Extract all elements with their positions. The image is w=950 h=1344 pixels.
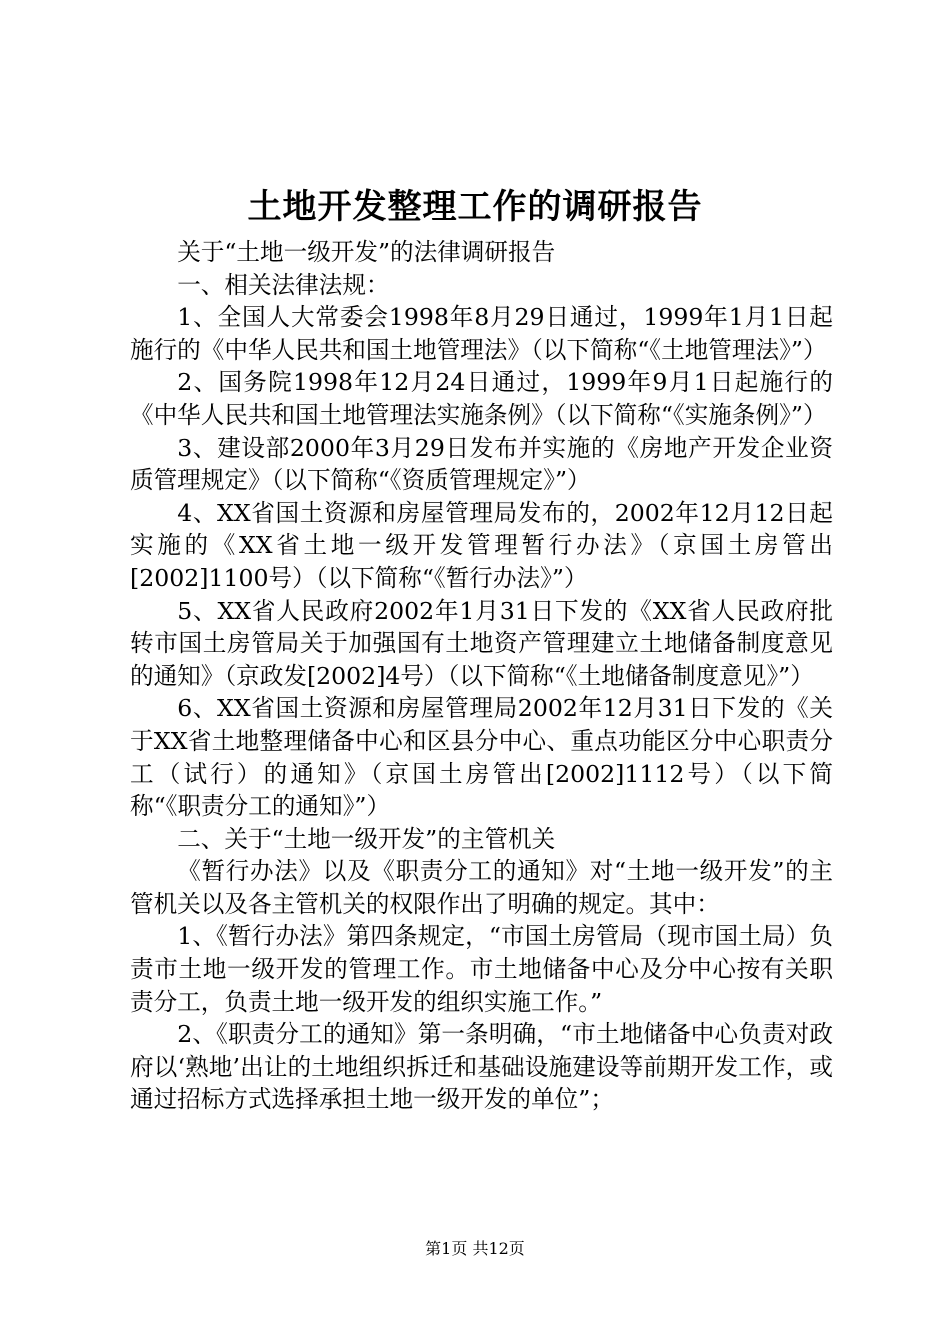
law-item-6: 6、XX省国土资源和房屋管理局2002年12月31日下发的《关于XX省土地整理储备中心和区县分中心、重点功能区分中心职责分工（试行）的通知》（京国土房管出[2002]1112号）（以下简称“《职责分工的通知》”）: [130, 694, 833, 821]
law-item-5: 5、XX省人民政府2002年1月31日下发的《XX省人民政府批转市国土房管局关于加强国有土地资产管理建立土地储备制度意见的通知》（京政发[2002]4号）（以下简称“《土地储备制度意见》”）: [130, 596, 833, 690]
document-title: 土地开发整理工作的调研报告: [247, 187, 703, 227]
law-item-3: 3、建设部2000年3月29日发布并实施的《房地产开发企业资质管理规定》（以下简称“《资质管理规定》”）: [130, 433, 833, 495]
document-body: [130, 236, 833, 1116]
law-item-1: 1、全国人大常委会1998年8月29日通过，1999年1月1日起施行的《中华人民共和国土地管理法》（以下简称“《土地管理法》”）: [130, 303, 833, 364]
provision-item-1: 1、《暂行办法》第四条规定，“市国土房管局（现市国土局）负责市土地一级开发的管理工作。市土地储备中心及分中心按有关职责分工，负责土地一级开发的组织实施工作。”: [130, 922, 833, 1016]
body-paragraph: 《暂行办法》以及《职责分工的通知》对“土地一级开发”的主管机关以及各主管机关的权限作出了明确的规定。其中：: [130, 857, 833, 918]
section-heading-1: 一、相关法律法规：: [177, 270, 390, 299]
section-heading-2: 二、关于“土地一级开发”的主管机关: [177, 824, 556, 853]
law-item-4: 4、XX省国土资源和房屋管理局发布的，2002年12月12日起实施的《XX省土地一级开发管理暂行办法》（京国土房管出[2002]1100号）（以下简称“《暂行办法》”）: [130, 498, 833, 592]
provision-item-2: 2、《职责分工的通知》第一条明确，“市土地储备中心负责对政府以‘熟地’出让的土地组织拆迁和基础设施建设等前期开发工作，或通过招标方式选择承担土地一级开发的单位”；: [130, 1020, 833, 1114]
page-footer: 第1页 共12页: [425, 1239, 525, 1258]
law-item-2: 2、国务院1998年12月24日通过，1999年9月1日起施行的《中华人民共和国土地管理法实施条例》（以下简称“《实施条例》”）: [130, 368, 833, 429]
subtitle-paragraph: 关于“土地一级开发”的法律调研报告: [177, 238, 556, 266]
